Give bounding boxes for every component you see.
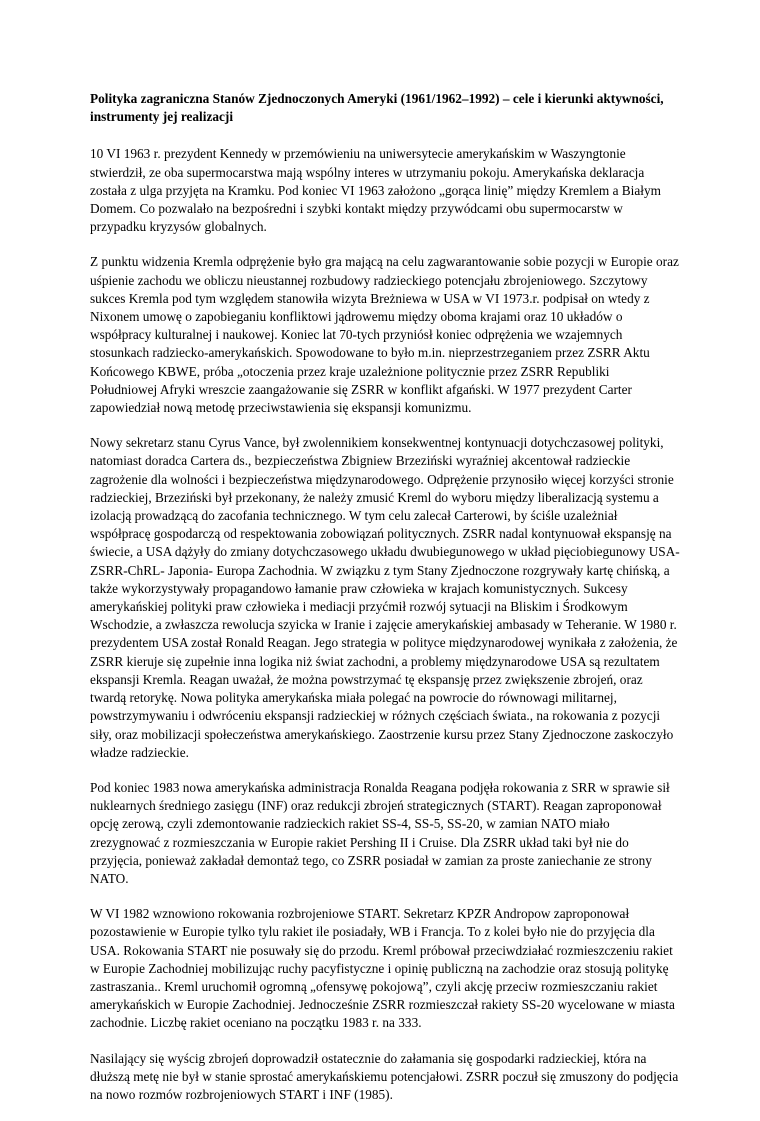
document-title: Polityka zagraniczna Stanów Zjednoczonych Ameryki (1961/1962–1992) – cele i kierunki aktywności, instrumenty jej realizacji [90, 91, 664, 125]
paragraph-1: 10 VI 1963 r. prezydent Kennedy w przemówieniu na uniwersytecie amerykańskim w Waszyngtonie stwierdził, ze oba supermocarstwa mają wspólny interes w utrzymaniu pokoju. Amerykańska deklaracja została z ulga przyjęta na Kramku. Pod koniec VI 1963 założono „gorąca linię” między Kremlem a Białym Domem. Co pozwalało na bezpośredni i szybki kontakt między przywódcami obu supermocarstw w przypadku kryzysów globalnych. [90, 146, 661, 235]
paragraph-5: W VI 1982 wznowiono rokowania rozbrojeniowe START. Sekretarz KPZR Andropow zaproponował pozostawienie w Europie tylko tylu rakiet ile posiadały, WB i Francja. To z kolei było nie do przyjęcia dla USA. Rokowania START nie posuwały się do przodu. Kreml próbował przeciwdziałać rozmieszczeniu rakiet w Europie Zachodniej mobilizując ruchy pacyfistyczne i opinię publiczną na zachodzie oraz stosują politykę zastraszania.. Kreml uruchomił ogromną „ofensywę pokojową”, czyli akcję przeciw rozmieszczaniu rakiet amerykańskich w Europie Zachodniej. Jednocześnie ZSRR rozmieszczał rakiety SS-20 wycelowane w miasta zachodnie. Liczbę rakiet oceniano na początku 1983 r. na 333. [90, 906, 675, 1031]
paragraph-3: Nowy sekretarz stanu Cyrus Vance, był zwolennikiem konsekwentnej kontynuacji dotychczasowej polityki, natomiast doradca Cartera ds., bezpieczeństwa Zbigniew Brzeziński wyraźniej akcentował radzieckie zagrożenie dla wolności i bezpieczeństwa międzynarodowego. Odprężenie przynosiło więcej korzyści stronie radzieckiej, Brzeziński był przekonany, że należy zmusić Kreml do wyboru między liberalizacją systemu a izolacją prowadzącą do zacofania technicznego. W tym celu zalecał Carterowi, by ściśle uzależniał współpracę gospodarczą od respektowania zobowiązań politycznych. ZSRR nadal kontynuował ekspansję na świecie, a USA dążyły do zmiany dotychczasowego układu dwubiegunowego w układ pięciobiegunowy USA- ZSRR-ChRL- Japonia- Europa Zachodnia. W związku z tym Stany Zjednoczone rozgrywały kartę chińską, a także wykorzystywały propagandowo łamanie praw człowieka w krajach komunistycznych. Sukcesy amerykańskiej polityki praw człowieka i mediacji przyćmił rozwój sytuacji na Bliskim i Środkowym Wschodzie, a zwłaszcza rewolucja szyicka w Iranie i zajęcie amerykańskiej ambasady w Teheranie. W 1980 r. prezydentem USA został Ronald Reagan. Jego strategia w polityce międzynarodowej wynikała z założenia, że ZSRR kieruje się zupełnie inna logika niż świat zachodni, a problemy międzynarodowe USA są rezultatem ekspansji Kremla. Reagan uważał, że można powstrzymać tę ekspansję przez zwiększenie zbrojeń, oraz twardą retorykę. Nowa polityka amerykańska miała polegać na powrocie do równowagi militarnej, powstrzymywaniu i odwróceniu ekspansji radzieckiej w różnych częściach świata., na rokowania z pozycji siły, oraz mobilizacji społeczeństwa amerykańskiego. Zaostrzenie kursu przez Stany Zjednoczone zaskoczyło władze radzieckie. [90, 435, 680, 760]
document-page [90, 90, 680, 1121]
paragraph-4: Pod koniec 1983 nowa amerykańska administracja Ronalda Reagana podjęła rokowania z SRR w sprawie sił nuklearnych średniego zasięgu (INF) oraz redukcji zbrojeń strategicznych (START). Reagan zaproponował opcję zerową, czyli zdemontowanie radzieckich rakiet SS-4, SS-5, SS-20, w zamian NATO miało zrezygnować z rozmieszczania w Europie rakiet Pershing II i Cruise. Dla ZSRR układ taki był nie do przyjęcia, ponieważ zakładał demontaż tego, co ZSRR posiadał w zamian za proste zaniechanie ze strony NATO. [90, 779, 670, 886]
paragraph-2: Z punktu widzenia Kremla odprężenie było gra mającą na celu zagwarantowanie sobie pozycji w Europie oraz uśpienie zachodu we obliczu nieustannej rozbudowy radzieckiego potencjału zbrojeniowego. Szczytowy sukces Kremla pod tym względem stanowiła wizyta Breżniewa w USA w VI 1973.r. podpisał on wtedy z Nixonem umowę o zapobieganiu konfliktowi jądrowemu między oboma krajami oraz 10 układów o współpracy kulturalnej i naukowej. Koniec lat 70-tych przyniósł koniec odprężenia we wzajemnych stosunkach radziecko-amerykańskich. Spowodowane to było m.in. nieprzestrzeganiem przez ZSRR Aktu Końcowego KBWE, próba „otoczenia przez kraje uzależnione politycznie przez ZSRR Republiki Południowej Afryki wreszcie zaangażowanie się ZSRR w konflikt afgański. W 1977 prezydent Carter zapowiedział nową metodę przeciwstawienia się ekspansji komunizmu. [90, 254, 679, 416]
paragraph-6: Nasilający się wyścig zbrojeń doprowadził ostatecznie do załamania się gospodarki radzieckiej, która na dłuższą metę nie był w stanie sprostać amerykańskiemu potencjałowi. ZSRR poczuł się zmuszony do podjęcia na nowo rozmów rozbrojeniowych START i INF (1985). [90, 1050, 679, 1102]
